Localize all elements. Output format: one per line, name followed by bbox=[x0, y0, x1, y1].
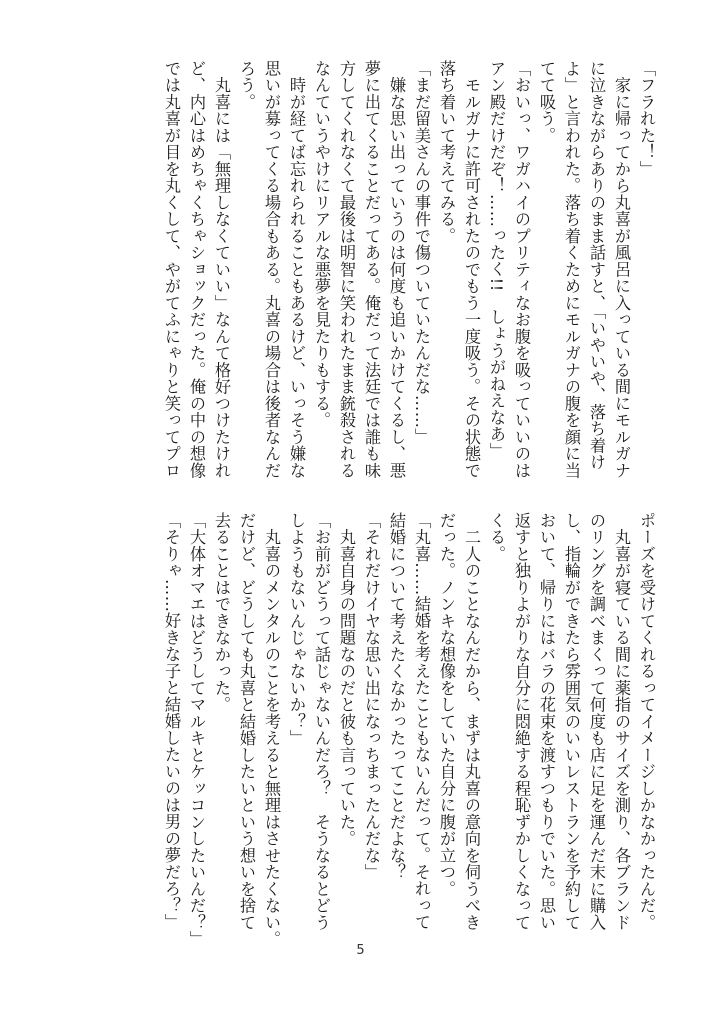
text-line: 夢に出てくることだってある。俺だって法廷では誰も味 bbox=[362, 60, 381, 479]
text-line: ど、内心はめちゃくちゃショックだった。俺の中の想像 bbox=[187, 60, 206, 479]
text-line: 「そりゃ……好きな子と結婚したいのは男の夢だろ？」 bbox=[162, 512, 181, 931]
text-block-bottom bbox=[59, 512, 659, 952]
text-line: おいて、帰りにはバラの花束を渡すつもりでいた。思い bbox=[537, 512, 556, 931]
text-line: なんていうやけにリアルな悪夢を見たりもする。 bbox=[312, 60, 331, 429]
text-line: 「フラれた！」 bbox=[637, 60, 656, 178]
text-line: 去ることはできなかった。 bbox=[212, 512, 231, 713]
text-line: 落ち着いて考えてみる。 bbox=[437, 60, 456, 245]
text-line: 二人のことなんだから、まずは丸喜の意向を伺うべき bbox=[462, 512, 481, 931]
text-line: のリングを調べまくって何度も店に足を運んだ末に購入 bbox=[587, 512, 606, 931]
text-line: アン殿だけだぞ！……ったく!! しょうがねえなあ」 bbox=[487, 60, 506, 460]
text-line: 丸喜のメンタルのことを考えると無理はさせたくない。 bbox=[262, 512, 281, 948]
text-line: 方してくれなくて最後は明智に笑われたまま銃殺される bbox=[337, 60, 356, 479]
text-line: モルガナに許可されたのでもう一度吸う。その状態で bbox=[462, 60, 481, 479]
text-line: くる。 bbox=[487, 512, 506, 563]
text-line: ポーズを受けてくれるってイメージしかなかったんだ。 bbox=[637, 512, 656, 931]
text-line: てて吸う。 bbox=[537, 60, 556, 144]
text-line: 丸喜が寝ている間に薬指のサイズを測り、各ブランド bbox=[612, 512, 631, 931]
text-line: 思いが募ってくる場合もある。丸喜の場合は後者なんだ bbox=[262, 60, 281, 479]
text-line: 丸喜自身の問題なのだと彼も言っていた。 bbox=[337, 512, 356, 847]
text-line: よ」と言われた。落ち着くためにモルガナの腹を顔に当 bbox=[562, 60, 581, 479]
text-line: だった。ノンキな想像をしていた自分に腹が立つ。 bbox=[437, 512, 456, 898]
text-line: しようもないんじゃないか？」 bbox=[287, 512, 306, 747]
text-line: 結婚について考えたくなかったってことだよな？ bbox=[387, 512, 406, 881]
text-line: 丸喜には「無理しなくていい」なんて格好つけたけれ bbox=[212, 60, 231, 479]
text-line: 「大体オマエはどうしてマルキとケッコンしたいんだ？」 bbox=[187, 512, 206, 948]
page-number: 5 bbox=[356, 943, 365, 958]
text-line: 「お前がどうって話じゃないんだろ？ そうなるとどう bbox=[312, 512, 331, 931]
text-line: では丸喜が目を丸くして、やがてふにゃりと笑ってプロ bbox=[162, 60, 181, 479]
text-line: 「おいっ、ワガハイのプリティなお腹を吸っていいのは bbox=[512, 60, 531, 479]
text-line: ろう。 bbox=[237, 60, 256, 111]
text-line: 家に帰ってから丸喜が風呂に入っている間にモルガナ bbox=[612, 60, 631, 479]
text-line: だけど、どうしても丸喜と結婚したいという想いを捨て bbox=[237, 512, 256, 931]
text-line: に泣きながらありのまま話すと、「いやいや、落ち着け bbox=[587, 60, 606, 471]
text-line: 時が経てば忘れられることもあるけど、いっそう嫌な bbox=[287, 60, 306, 479]
text-block-top bbox=[59, 60, 659, 500]
text-line: 「まだ留美さんの事件で傷ついていたんだな……」 bbox=[412, 60, 431, 446]
text-line: し、指輪ができたら雰囲気のいいレストランを予約して bbox=[562, 512, 581, 931]
text-line: 「丸喜……結婚を考えたこともないんだって。それって bbox=[412, 512, 431, 931]
text-line: 返すと独りよがりな自分に悶絶する程恥ずかしくなって bbox=[512, 512, 531, 931]
text-line: 「それだけイヤな思い出になっちまったんだな」 bbox=[362, 512, 381, 881]
text-line: 嫌な思い出っていうのは何度も追いかけてくるし、悪 bbox=[387, 60, 406, 479]
